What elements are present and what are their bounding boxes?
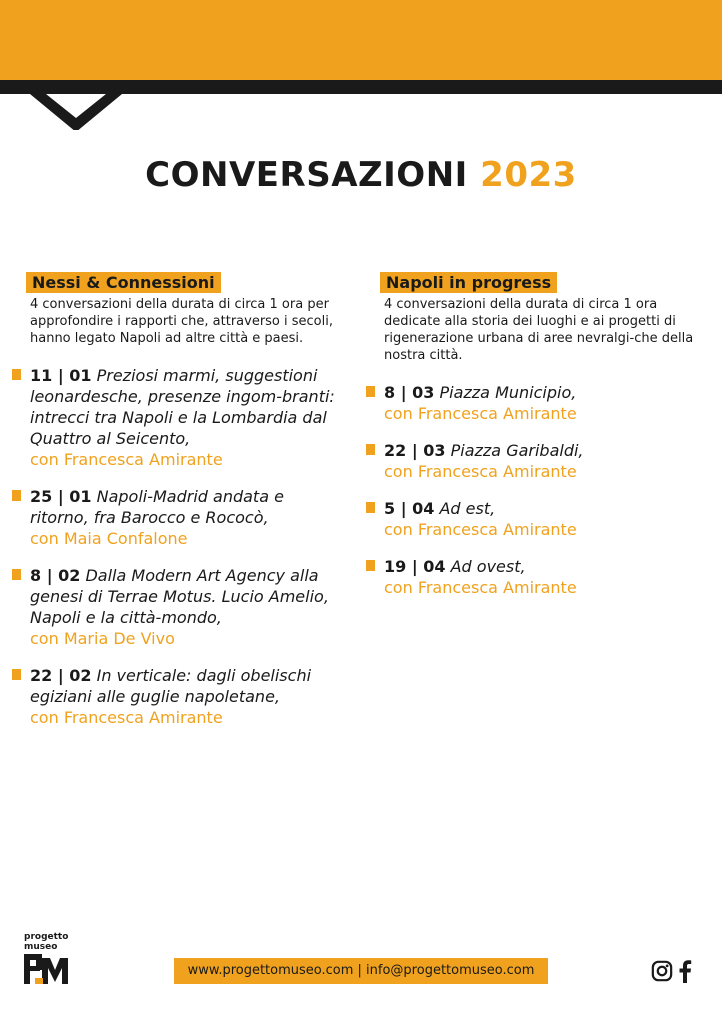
event-date: 25 | 01: [30, 487, 92, 506]
event-date: 19 | 04: [384, 557, 446, 576]
page-title: [0, 155, 722, 195]
event-speaker: con Maia Confalone: [30, 529, 188, 548]
pm-logo-icon: [24, 954, 68, 984]
event-speaker: con Maria De Vivo: [30, 629, 175, 648]
event-item: [366, 440, 706, 482]
event-date: 11 | 01: [30, 366, 92, 385]
event-item: [366, 382, 706, 424]
section-intro-left: 4 conversazioni della durata di circa 1 ora per approfondire i rapporti che, attraverso i secoli, hanno legato Napoli ad altre città e paesi.: [30, 297, 333, 346]
right-column: [366, 272, 706, 614]
event-title: Ad est,: [439, 499, 496, 518]
event-speaker: con Francesca Amirante: [30, 450, 223, 469]
event-title: Piazza Municipio,: [439, 383, 577, 402]
event-date: 22 | 03: [384, 441, 446, 460]
bullet-icon: [12, 490, 21, 501]
section-intro-right: 4 conversazioni della durata di circa 1 ora dedicate alla storia dei luoghi e ai progetti di rigenerazione urbana di aree nevralgi-che della nostra città.: [384, 297, 694, 363]
event-item: [366, 556, 706, 598]
left-column: [12, 272, 342, 744]
bullet-icon: [12, 369, 21, 380]
event-date: 5 | 04: [384, 499, 435, 518]
event-date: 8 | 02: [30, 566, 81, 585]
bullet-icon: [366, 386, 375, 397]
event-list-left: [12, 365, 342, 728]
logo-line-1: progetto: [24, 932, 69, 942]
event-date: 22 | 02: [30, 666, 92, 685]
event-item: [12, 665, 342, 728]
event-title: In verticale: dagli obelischi egiziani alle guglie napoletane,: [30, 666, 312, 706]
event-speaker: con Francesca Amirante: [384, 404, 577, 423]
social-icons: [651, 959, 692, 983]
bullet-icon: [12, 569, 21, 580]
event-speaker: con Francesca Amirante: [30, 708, 223, 727]
title-main: CONVERSAZIONI: [145, 155, 468, 195]
title-year: 2023: [480, 155, 577, 195]
event-speaker: con Francesca Amirante: [384, 520, 577, 539]
bullet-icon: [366, 560, 375, 571]
event-item: [12, 365, 342, 470]
event-title: Piazza Garibaldi,: [450, 441, 584, 460]
event-title: Napoli-Madrid andata e ritorno, fra Barocco e Rococò,: [30, 487, 284, 527]
contact-bar[interactable]: www.progettomuseo.com | info@progettomuseo.com: [174, 958, 548, 984]
bullet-icon: [366, 502, 375, 513]
event-item: [12, 486, 342, 549]
section-heading-left: Nessi & Connessioni: [26, 272, 221, 293]
event-date: 8 | 03: [384, 383, 435, 402]
event-title: Preziosi marmi, suggestioni leonardesche, presenze ingom-branti: intrecci tra Napoli e la Lombardia dal Quattro al Seicento,: [30, 366, 335, 448]
bullet-icon: [366, 444, 375, 455]
event-item: [366, 498, 706, 540]
event-speaker: con Francesca Amirante: [384, 578, 577, 597]
facebook-icon[interactable]: [678, 959, 692, 983]
bullet-icon: [12, 669, 21, 680]
event-title: Dalla Modern Art Agency alla genesi di Terrae Motus. Lucio Amelio, Napoli e la città-mondo,: [30, 566, 329, 627]
logo-line-2: museo: [24, 942, 58, 952]
event-item: [12, 565, 342, 649]
progetto-museo-logo: [24, 932, 84, 988]
section-heading-right: Napoli in progress: [380, 272, 557, 293]
event-title: Ad ovest,: [450, 557, 526, 576]
instagram-icon[interactable]: [651, 960, 673, 982]
header-banner: [0, 0, 722, 130]
event-list-right: [366, 382, 706, 598]
event-speaker: con Francesca Amirante: [384, 462, 577, 481]
